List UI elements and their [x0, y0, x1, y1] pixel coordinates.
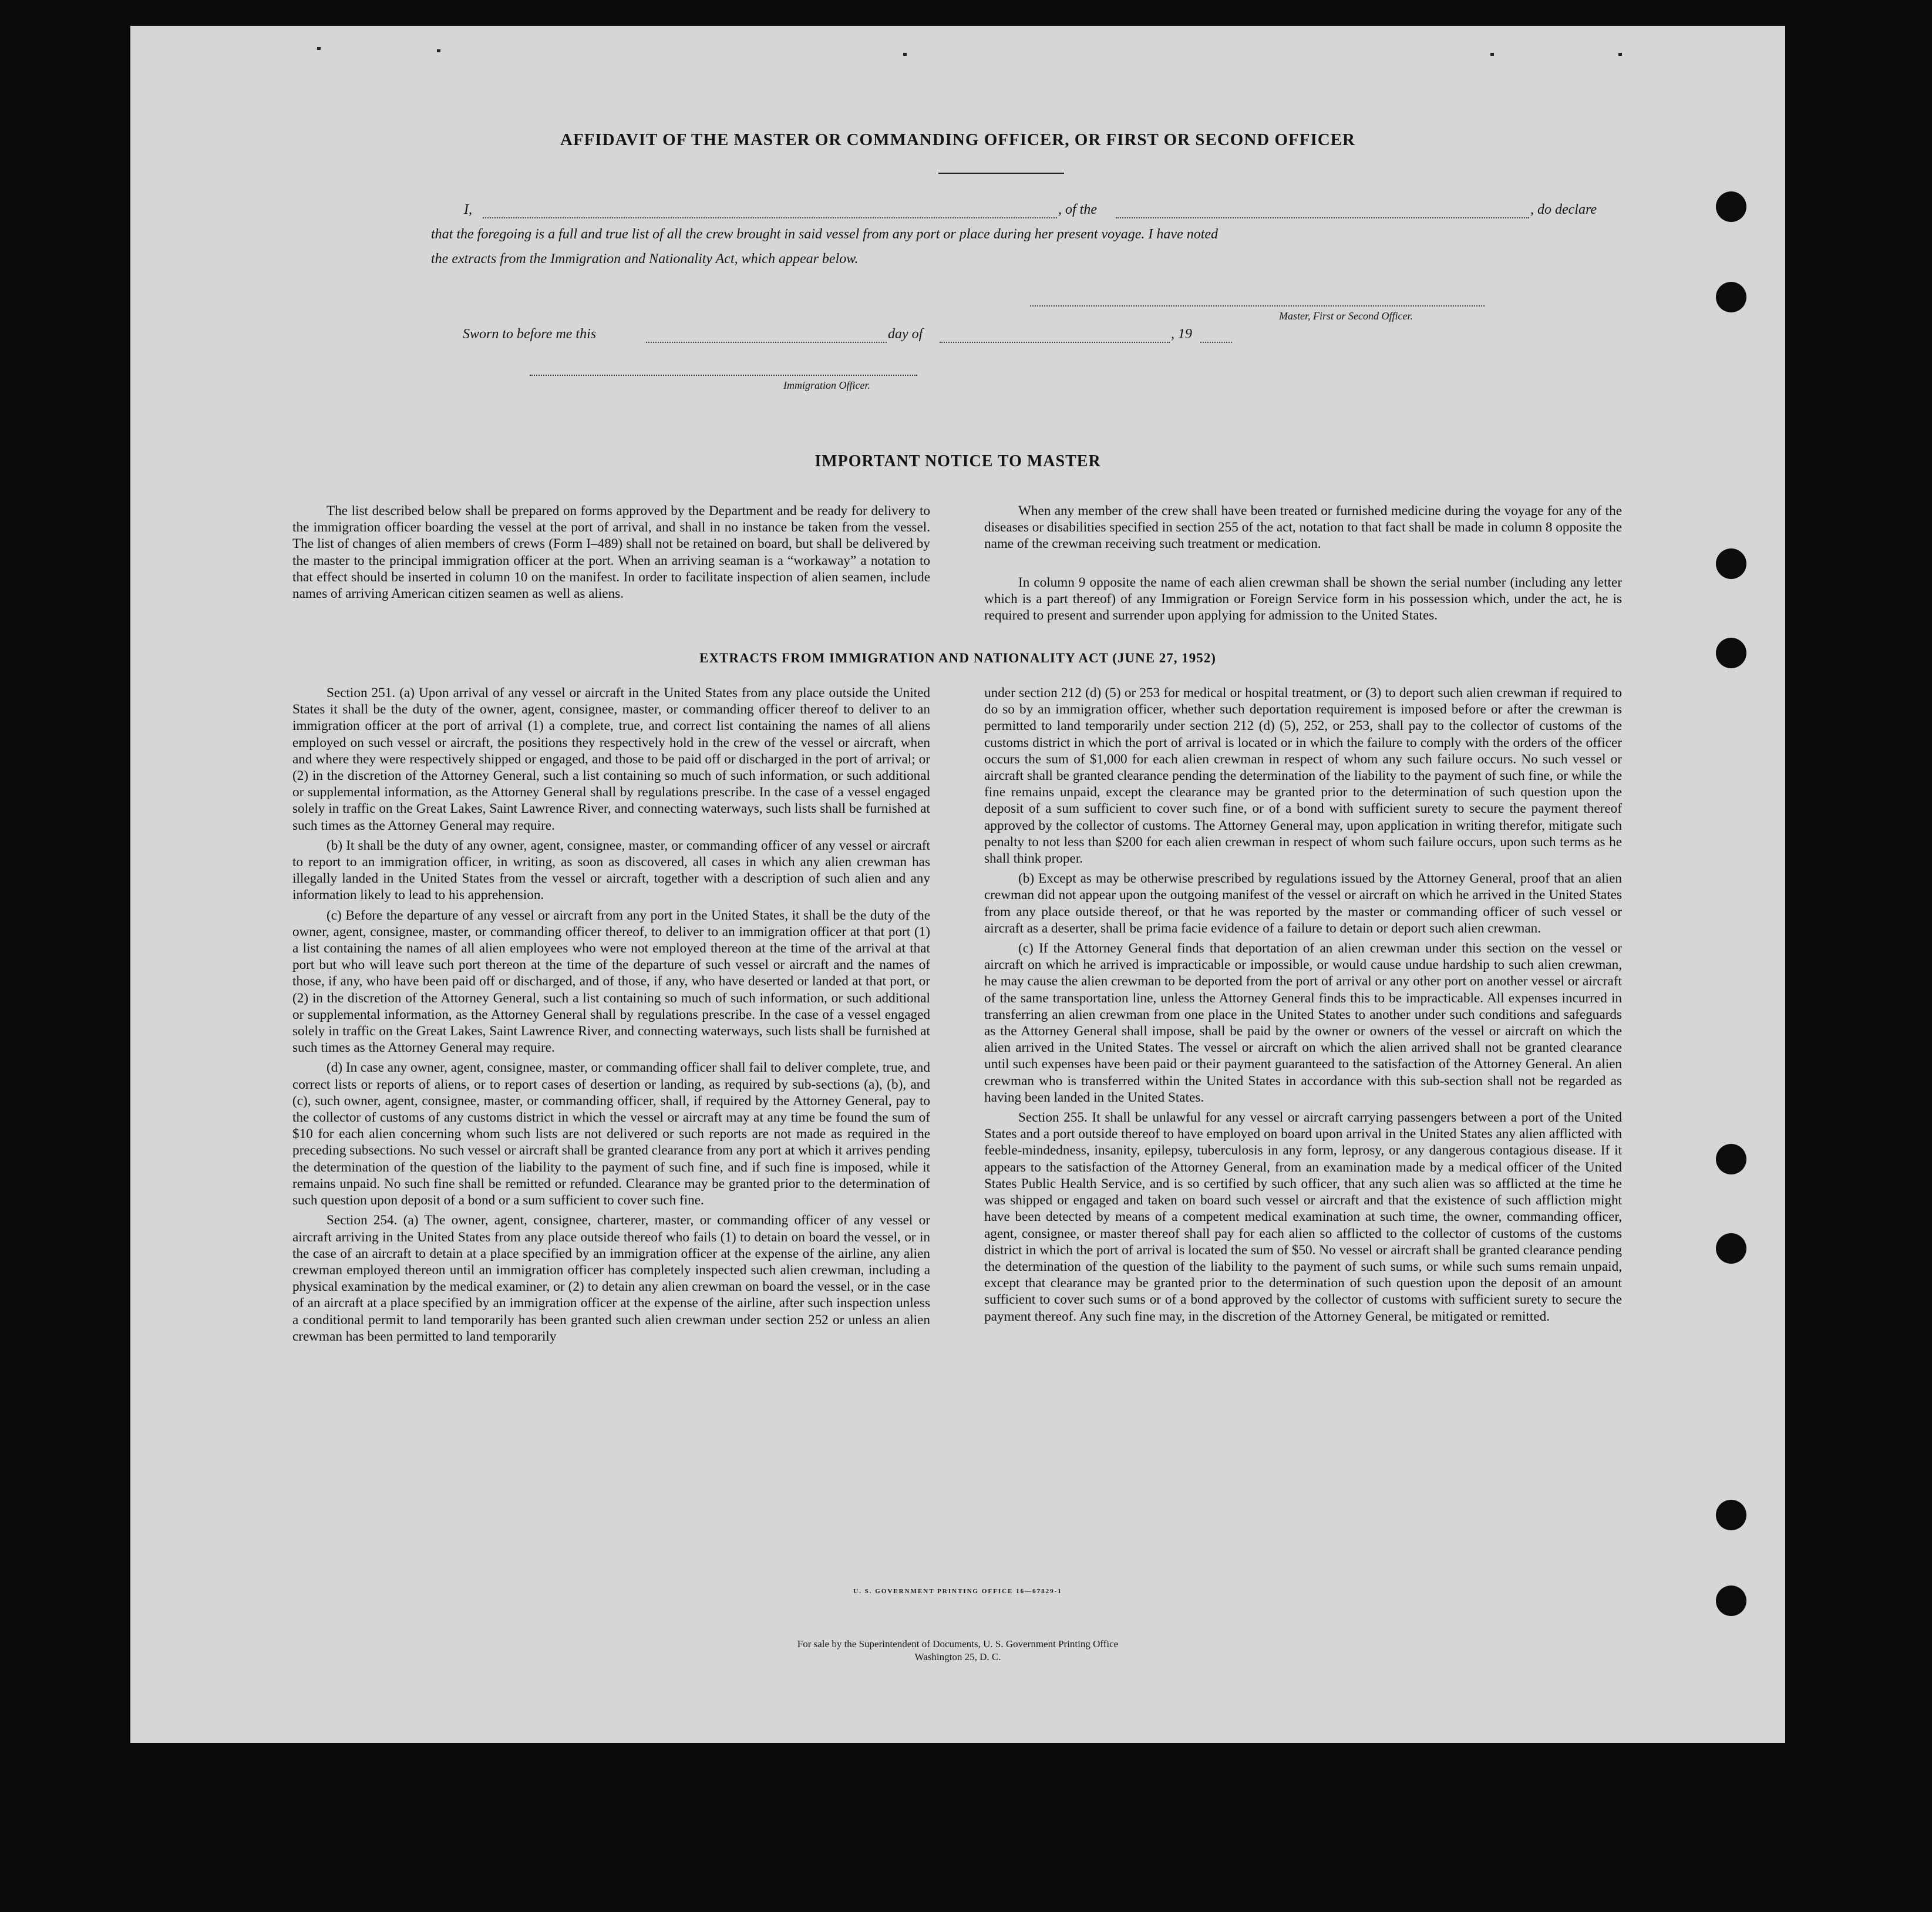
section-251-b: (b) It shall be the duty of any owner, agent, consignee, master, or commanding officer of any vessel or aircraft to report to an immigration officer, in writing, as soon as discovered, all cases in which any alien crewman has illegally landed in the United States from the vessel or aircraft, together with a description of such alien and any information likely to lead to his apprehension.: [292, 837, 930, 903]
notice-right-paragraph-2: In column 9 opposite the name of each alien crewman shall be shown the serial number (including any letter which is a part thereof) of any Immigration or Foreign Service form in his possession which, under the act, he is required to present and surrender upon applying for admission to the United States.: [984, 575, 1622, 624]
scan-speck: [1618, 53, 1622, 56]
notice-right-paragraph-1: When any member of the crew shall have been treated or furnished medicine during the voyage for any of the diseases or disabilities specified in section 255 of the act, notation to that fact shall be made in column 8 opposite the name of the crewman receiving such treatment or medication.: [984, 503, 1622, 552]
scan-speck: [903, 53, 907, 56]
name-field[interactable]: [483, 217, 1057, 218]
affidavit-statement-line2: the extracts from the Immigration and Nationality Act, which appear below.: [431, 251, 859, 267]
notice-title: IMPORTANT NOTICE TO MASTER: [814, 452, 1101, 470]
form-page: [130, 26, 1785, 1743]
affidavit-declare-label: , do declare: [1530, 202, 1597, 217]
punch-hole: [1716, 1144, 1746, 1174]
punch-hole: [1716, 191, 1746, 222]
extracts-title: EXTRACTS FROM IMMIGRATION AND NATIONALITY ACT (JUNE 27, 1952): [699, 651, 1216, 665]
section-251-a: Section 251. (a) Upon arrival of any vessel or aircraft in the United States from any place outside the United States it shall be the duty of the owner, agent, consignee, master, or commanding officer thereof to deliver to an immigration officer at the port of arrival (1) a complete, true, and correct list containing the names of all aliens employed on such vessel or aircraft, the positions they respectively hold in the crew of the vessel or aircraft, when and where they were respectively shipped or engaged, and those to be paid off or discharged in the port of arrival; or (2) in the discretion of the Attorney General, such a list containing so much of such information, or such additional or supplemental information, as the Attorney General shall by regulations prescribe. In the case of a vessel engaged solely in traffic on the Great Lakes, Saint Lawrence River, and connecting waterways, such lists shall be furnished at such times as the Attorney General may require.: [292, 685, 930, 833]
extracts-left-column: [292, 685, 930, 1345]
section-251-c: (c) Before the departure of any vessel or aircraft from any port in the United States, it shall be the duty of the owner, agent, consignee, master, or commanding officer thereof, to deliver to an immigration officer at that port (1) a list containing the names of all alien employees who were not employed thereon at the time of the arrival at that port but who will leave such port thereon at the time of the departure of such vessel or aircraft and the names of those, if any, who have been paid off or discharged, and of those, if any, who have deserted or landed at that port, or (2) in the discretion of the Attorney General, such a list containing so much of such information, or such additional or supplemental information, as the Attorney General shall by regulations prescribe. In the case of a vessel engaged solely in traffic on the Great Lakes, Saint Lawrence River, and connecting waterways, such lists shall be furnished at such times as the Attorney General may require.: [292, 907, 930, 1056]
scan-speck: [1490, 53, 1494, 56]
notice-left-paragraph: The list described below shall be prepared on forms approved by the Department and be ready for delivery to the immigration officer boarding the vessel at the port of arrival, and shall in no instance be taken from the vessel. The list of changes of alien members of crews (Form I–489) shall not be retained on board, but shall be delivered by the master to the principal immigration officer at the port. When an arriving seaman is a “workaway” a notation to that effect should be inserted in column 10 on the manifest. In order to facilitate inspection of alien seamen, include names of arriving American citizen seamen as well as aliens.: [292, 503, 930, 602]
sworn-year-field[interactable]: [1200, 342, 1232, 343]
master-signature-caption: Master, First or Second Officer.: [1279, 310, 1413, 322]
scan-speck: [437, 49, 440, 52]
section-254-a-continued: under section 212 (d) (5) or 253 for medical or hospital treatment, or (3) to deport such alien crewman if required to do so by an immigration officer, whether such deportation requirement is imposed before or after the crewman is permitted to land temporarily under section 212 (d) (5), 252, or 253, shall pay to the collector of customs of the customs district in which the port of arrival is located or in which the failure to comply with the orders of the officer occurs the sum of $1,000 for each alien crewman in respect of whom any such failure occurs. No such vessel or aircraft shall be granted clearance pending the determination of the liability to the payment of such fine, or while the fine remains unpaid, except the clearance may be granted prior to the determination of such question upon the deposit of a sum sufficient to cover such fine, or of a bond with sufficient surety to secure the payment thereof approved by the collector of customs. The Attorney General may, upon application in writing therefor, mitigate such penalty to not less than $200 for each alien crewman in respect of whom such failure occurs, upon such terms as he shall think proper.: [984, 685, 1622, 867]
sworn-day-field[interactable]: [646, 342, 887, 343]
master-signature-field[interactable]: [1030, 305, 1485, 307]
affidavit-statement-line1: that the foregoing is a full and true list of all the crew brought in said vessel from any port or place during her present voyage. I have noted: [431, 227, 1219, 242]
section-254-c: (c) If the Attorney General finds that deportation of an alien crewman under this section on the vessel or aircraft on which he arrived is impracticable or impossible, or would cause undue hardship to such alien crewman, he may cause the alien crewman to be deported from the port of arrival or any other port on another vessel or aircraft of the same transportation line, unless the Attorney General finds this to be impracticable. All expenses incurred in transferring an alien crewman from one place in the United States to another under such conditions and safeguards as the Attorney General shall impose, shall be paid by the owner or owners of the vessel or aircraft on which the alien arrived in the United States. The vessel or aircraft on which the alien arrived shall not be granted clearance until such expenses have been paid or their payment guaranteed to the satisfaction of the Attorney General. An alien crewman who is transferred within the United States in accordance with this sub-section shall not be regarded as having been landed in the United States.: [984, 941, 1622, 1105]
title-underline: [938, 173, 1064, 174]
affidavit-i-label: I,: [464, 202, 472, 217]
affidavit-of-the-label: , of the: [1058, 202, 1097, 217]
immigration-officer-caption: Immigration Officer.: [783, 379, 870, 391]
sworn-month-field[interactable]: [940, 342, 1170, 343]
punch-hole: [1716, 1500, 1746, 1530]
punch-hole: [1716, 548, 1746, 579]
vessel-field[interactable]: [1116, 217, 1529, 218]
sale-notice-line1: For sale by the Superintendent of Documents, U. S. Government Printing Office: [797, 1638, 1119, 1650]
section-254-b: (b) Except as may be otherwise prescribed by regulations issued by the Attorney General, proof that an alien crewman did not appear upon the outgoing manifest of the vessel or aircraft on which he arrived in the United States from any place outside thereof, or that he was reported by the master or commanding officer of such vessel or aircraft as a deserter, shall be prima facie evidence of a failure to detain or deport such alien crewman.: [984, 871, 1622, 936]
sworn-year-label: , 19: [1171, 326, 1192, 342]
immigration-officer-signature-field[interactable]: [530, 375, 917, 376]
sale-notice-line2: Washington 25, D. C.: [914, 1651, 1001, 1662]
punch-hole: [1716, 638, 1746, 668]
section-254-a: Section 254. (a) The owner, agent, consignee, charterer, master, or commanding officer of any vessel or aircraft arriving in the United States from any place outside thereof who fails (1) to detain on board the vessel, or in the case of an aircraft to detain at a place specified by an immigration officer at the expense of the airline, any alien crewman employed thereon until an immigration officer has completely inspected such alien crewman, including a physical examination by the medical examiner, or (2) to detain any alien crewman on board the vessel, or in the case of an aircraft at a place specified by an immigration officer at the expense of the airline, after such inspection unless a conditional permit to land temporarily has been granted such alien crewman under section 252 or unless an alien crewman has been permitted to land temporarily: [292, 1213, 930, 1344]
affidavit-title: AFFIDAVIT OF THE MASTER OR COMMANDING OFFICER, OR FIRST OR SECOND OFFICER: [560, 130, 1355, 149]
section-255: Section 255. It shall be unlawful for any vessel or aircraft carrying passengers between a port of the United States and a port outside thereof to have employed on board upon arrival in the United States any alien afflicted with feeble-mindedness, insanity, epilepsy, tuberculosis in any form, leprosy, or any dangerous contagious disease. If it appears to the satisfaction of the Attorney General, from an examination made by a medical officer of the United States Public Health Service, and is so certified by such officer, that any such alien was so afflicted at the time he was shipped or engaged and taken on board such vessel or aircraft and that the existence of such affliction might have been detected by means of a competent medical examination at such time, the owner, commanding officer, agent, consignee, or master thereof shall pay for each alien so afflicted to the collector of customs of the customs district in which the port of arrival is located the sum of $50. No vessel or aircraft shall be granted clearance pending the determination of the question of the liability to the payment of such sums, or while such sums remain unpaid, except that clearance may be granted prior to the determination of such question upon the deposit of an amount sufficient to cover such sums or of a bond approved by the collector of customs with sufficient surety to secure the payment thereof. Any such fine may, in the discretion of the Attorney General, be mitigated or remitted.: [984, 1110, 1622, 1324]
extracts-right-column: [984, 685, 1622, 1325]
punch-hole: [1716, 1586, 1746, 1616]
section-251-d: (d) In case any owner, agent, consignee, master, or commanding officer shall fail to deliver complete, true, and correct lists or reports of aliens, or to report cases of desertion or landing, as required by sub-sections (a), (b), and (c), such owner, agent, consignee, master, or commanding officer, shall, if required by the Attorney General, pay to the collector of customs of any customs district in which the vessel or aircraft may at any time be found the sum of $10 for each alien concerning whom such lists are not delivered or such reports are not made as required in the preceding subsections. No such vessel or aircraft shall be granted clearance from any port at which it arrives pending the determination of the question of the liability to the payment of such fine, and if such fine is imposed, while it remains unpaid. No such fine shall be remitted or refunded. Clearance may be granted prior to the determination of such question upon deposit of a bond or a sum sufficient to cover such fine.: [292, 1060, 930, 1209]
scan-speck: [317, 47, 321, 50]
sworn-day-of-label: day of: [888, 326, 923, 342]
punch-hole: [1716, 282, 1746, 312]
printing-office-imprint: U. S. GOVERNMENT PRINTING OFFICE 16—67829-1: [853, 1588, 1062, 1595]
sworn-prefix-label: Sworn to before me this: [463, 326, 597, 342]
punch-hole: [1716, 1233, 1746, 1264]
